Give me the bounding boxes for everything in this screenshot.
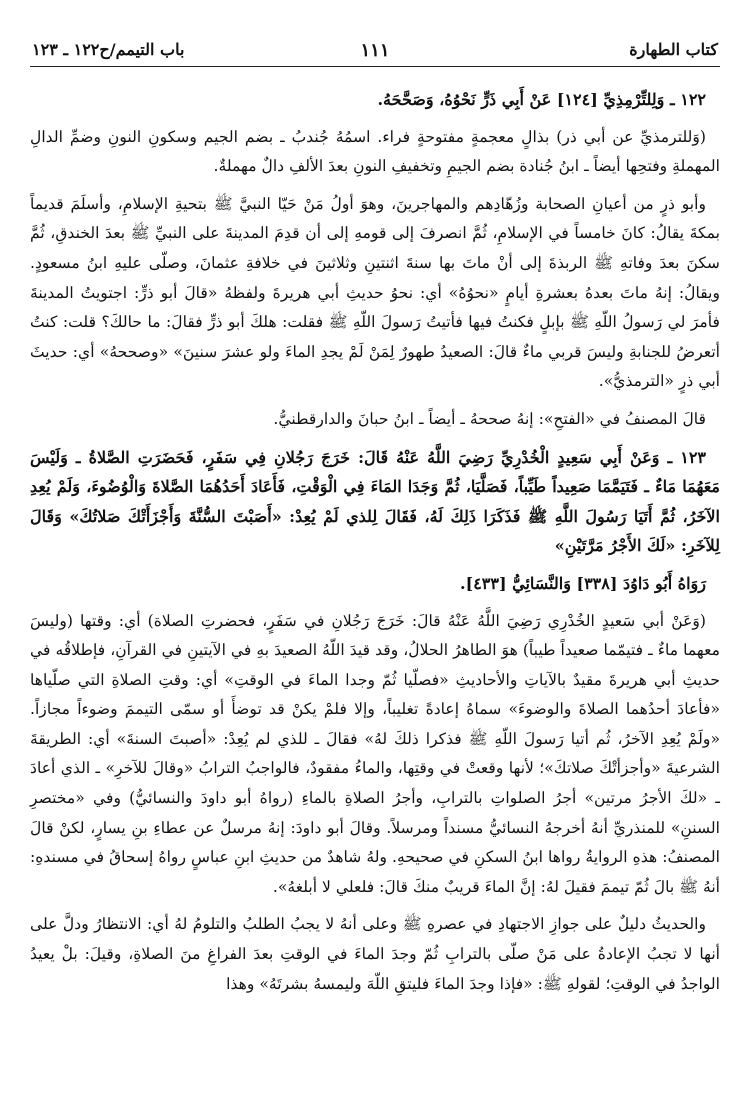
hadith-123: ١٢٣ ـ وَعَنْ أَبِي سَعِيدٍ الْخُدْرِيِّ رَضِيَ اللَّهُ عَنْهُ قَالَ: خَرَجَ رَجُلانِ فِي سَفَرٍ، فَحَضَرَتِ الصَّلاةُ ـ وَلَيْسَ مَعَهُمَا مَاءٌ ـ فَتَيَمَّمَا صَعِيداً طَيِّباً، فَصَلَّيَا، ثُمَّ وَجَدَا المَاءَ فِي الْوَقْتِ، فَأَعَادَ أَحَدُهُمَا الصَّلاةَ وَالْوُضُوءَ، وَلَمْ يُعِدِ الآخَرُ، ثُمَّ أَتَيَا رَسُولَ اللَّهِ ﷺ فَذَكَرَا ذَلِكَ لَهُ، فَقَالَ لِلذي لَمْ يُعِدْ: «أَصَبْتَ السُّنَّةَ وَأَجْزَأَتْكَ صَلاتُكَ» وَقَالَ لِلآخَرِ: «لَكَ الأَجْرُ مَرَّتَيْنِ» bbox=[30, 447, 721, 556]
book-title: كتاب الطهارة bbox=[629, 40, 718, 59]
commentary-paragraph: (وَللترمذيِّ عن أبي ذر) بذالٍ معجمةٍ مفتوحةٍ فراء. اسمُهُ جُندبُ ـ بضم الجيم وسكونِ النونِ وضمِّ الدالِ المهملةِ وفتحِها أيضاً ـ ابنُ جُنادة بضم الجيمِ وتخفيفِ النونِ بعدَ الألفِ دالٌ مهملةٌ. bbox=[30, 127, 720, 176]
running-header bbox=[30, 0, 720, 67]
commentary-paragraph: (وَعَنْ أبي سَعيدٍ الخُدْرِي رَضِيَ اللَّهُ عَنْهُ قالَ: خَرَجَ رَجُلانِ في سَفَرٍ، فحضرتِ الصلاة) أي: وقتها (وليسَ معهما ماءٌ ـ فتيمّما صعيداً طيباً) هوَ الطاهرُ الحلالُ، وقد قيدَ اللّهُ الصعيدَ بهِ في الآيتينِ في القرآنِ، فإطلاقُه في حديثِ أبي هريرةَ مقيدٌ بالآياتِ والأحاديثِ «فصلّيا ثُمّ وجدا الماءَ في الوقتِ» أي: وقتِ الصلاةِ التي صلّياها «فأعادَ أحدُهما الصلاةَ والوضوءَ» سماهُ إعادةً تغليباً، وإلا فلمْ يكنْ قد توضأَ أو سمّى التيممَ وضوءاً مجازاً. «ولَمْ يُعِدِ الآخرُ، ثُم أتيا رَسولَ اللّهِ ﷺ فذكرا ذلكَ لهُ» فقالَ ـ للذي لم يُعِدْ: «أصبتَ السنةَ» أي: الطريقةَ الشرعيةَ «وأجزأتْكَ صلاتكَ»؛ لأنها وقعتْ في وقتِها، والماءُ مفقودٌ، فالواجبُ الترابُ «وقالَ للآخرِ» ـ الذي أعادَ ـ «لكَ الأجرُ مرتين» أجرُ الصلواتِ بالترابِ، وأجرُ الصلاةِ بالماءِ (رواهُ أبو داودَ والنسائيُّ) وفي «مختصرِ السننِ» للمنذريِّ أنهُ أخرجهُ النسائيُّ مسنداً ومرسلاً. وقالَ أبو داودَ: إنهُ مرسلٌ عن عطاءِ بنِ يسارٍ، لكنْ قالَ المصنفُ: هذهِ الروايةُ رواها ابنُ السكنِ في صحيحهِ. ولهُ شاهدٌ من حديثِ ابنِ عباسٍ رواهُ إسحاقُ في مسندهِ: أنهُ ﷺ بالَ ثُمّ تيممَ فقيلَ لهُ: إنَّ الماءَ قريبٌ منكَ قالَ: فلعلي لا أبلغهُ». bbox=[30, 611, 720, 896]
commentary-paragraph: وأبو ذرٍ من أعيانِ الصحابة وزُهّادِهم والمهاجرينَ، وهوَ أولُ مَنْ حَيّا النبيَّ ﷺ بتحيةِ الإسلامِ، وأسلَمَ قديماً بمكةَ يقالُ: كانَ خامساً في الإسلامِ، ثُمَّ انصرفَ إلى قومهِ إلى أن قدِمَ المدينةَ على النبيِّ ﷺ بعدَ الخندقِ، ثُمَّ سكنَ بعدَ وفاتهِ ﷺ الربذةَ إلى أنْ ماتَ بها سنةَ اثنتينِ وثلاثينَ في خلافةِ عثمانَ، وصلّى عليهِ ابنُ مسعودٍ. ويقالُ: إنهُ ماتَ بعدهُ بعشرةِ أيامٍ «نحوُهُ» أي: نحوُ حديثِ أبي هريرةَ ولفظهُ «قالَ أبو ذرٍّ: اجتويتُ المدينةَ فأمرَ لي رَسولُ اللّهِ ﷺ بإبلٍ فكنتُ فيها فأتيتُ رَسولَ اللّهِ ﷺ فقلت: هلكَ أبو ذرٍّ فقالَ: ما حالكَ؟ قلت: كنتُ أتعرضُ للجنابةِ وليسَ قربي ماءٌ قالَ: الصعيدُ طهورٌ لِمَنْ لَمْ يجدِ الماءَ ولو عشرَ سنينَ» «وصححهُ» أي: حديثَ أبي ذرٍ «الترمذيُّ». bbox=[30, 194, 720, 391]
chapter-title: باب التيمم/ح١٢٢ ـ ١٢٣ bbox=[32, 40, 185, 59]
commentary-paragraph: قالَ المصنفُ في «الفتحِ»: إنهُ صححهُ ـ أيضاً ـ ابنُ حبانَ والدارقطنيُّ. bbox=[273, 409, 706, 428]
hadith-122: ١٢٢ ـ وَلِلتِّرْمِذِيِّ [١٢٤] عَنْ أَبِي ذَرٍّ نَحْوُهُ، وَصَحَّحَهُ. bbox=[377, 90, 706, 109]
page-number: ١١١ bbox=[360, 40, 390, 61]
page-body bbox=[30, 85, 720, 999]
commentary-paragraph: والحديثُ دليلٌ على جوازِ الاجتهادِ في عصرهِ ﷺ وعلى أنهُ لا يجبُ الطلبُ والتلومُ لهُ أي: الانتظارُ ودلَّ على أنها لا تجبُ الإعادةُ على مَنْ صلّى بالترابِ ثُمّ وجدَ الماءَ في الوقتِ بعدَ الفراغِ منَ الصلاةِ، وقيلَ: بلْ يعيدُ الواجدُ في الوقتِ؛ لقولهِ ﷺ: «فإذا وجدَ الماءَ فليتقِ اللّهَ وليمسهُ بشرتَهُ» وهذا bbox=[30, 915, 720, 993]
hadith-source: رَوَاهُ أَبُو دَاوُدَ [٣٣٨] وَالنَّسَائِيُّ [٤٣٣]. bbox=[460, 573, 706, 593]
